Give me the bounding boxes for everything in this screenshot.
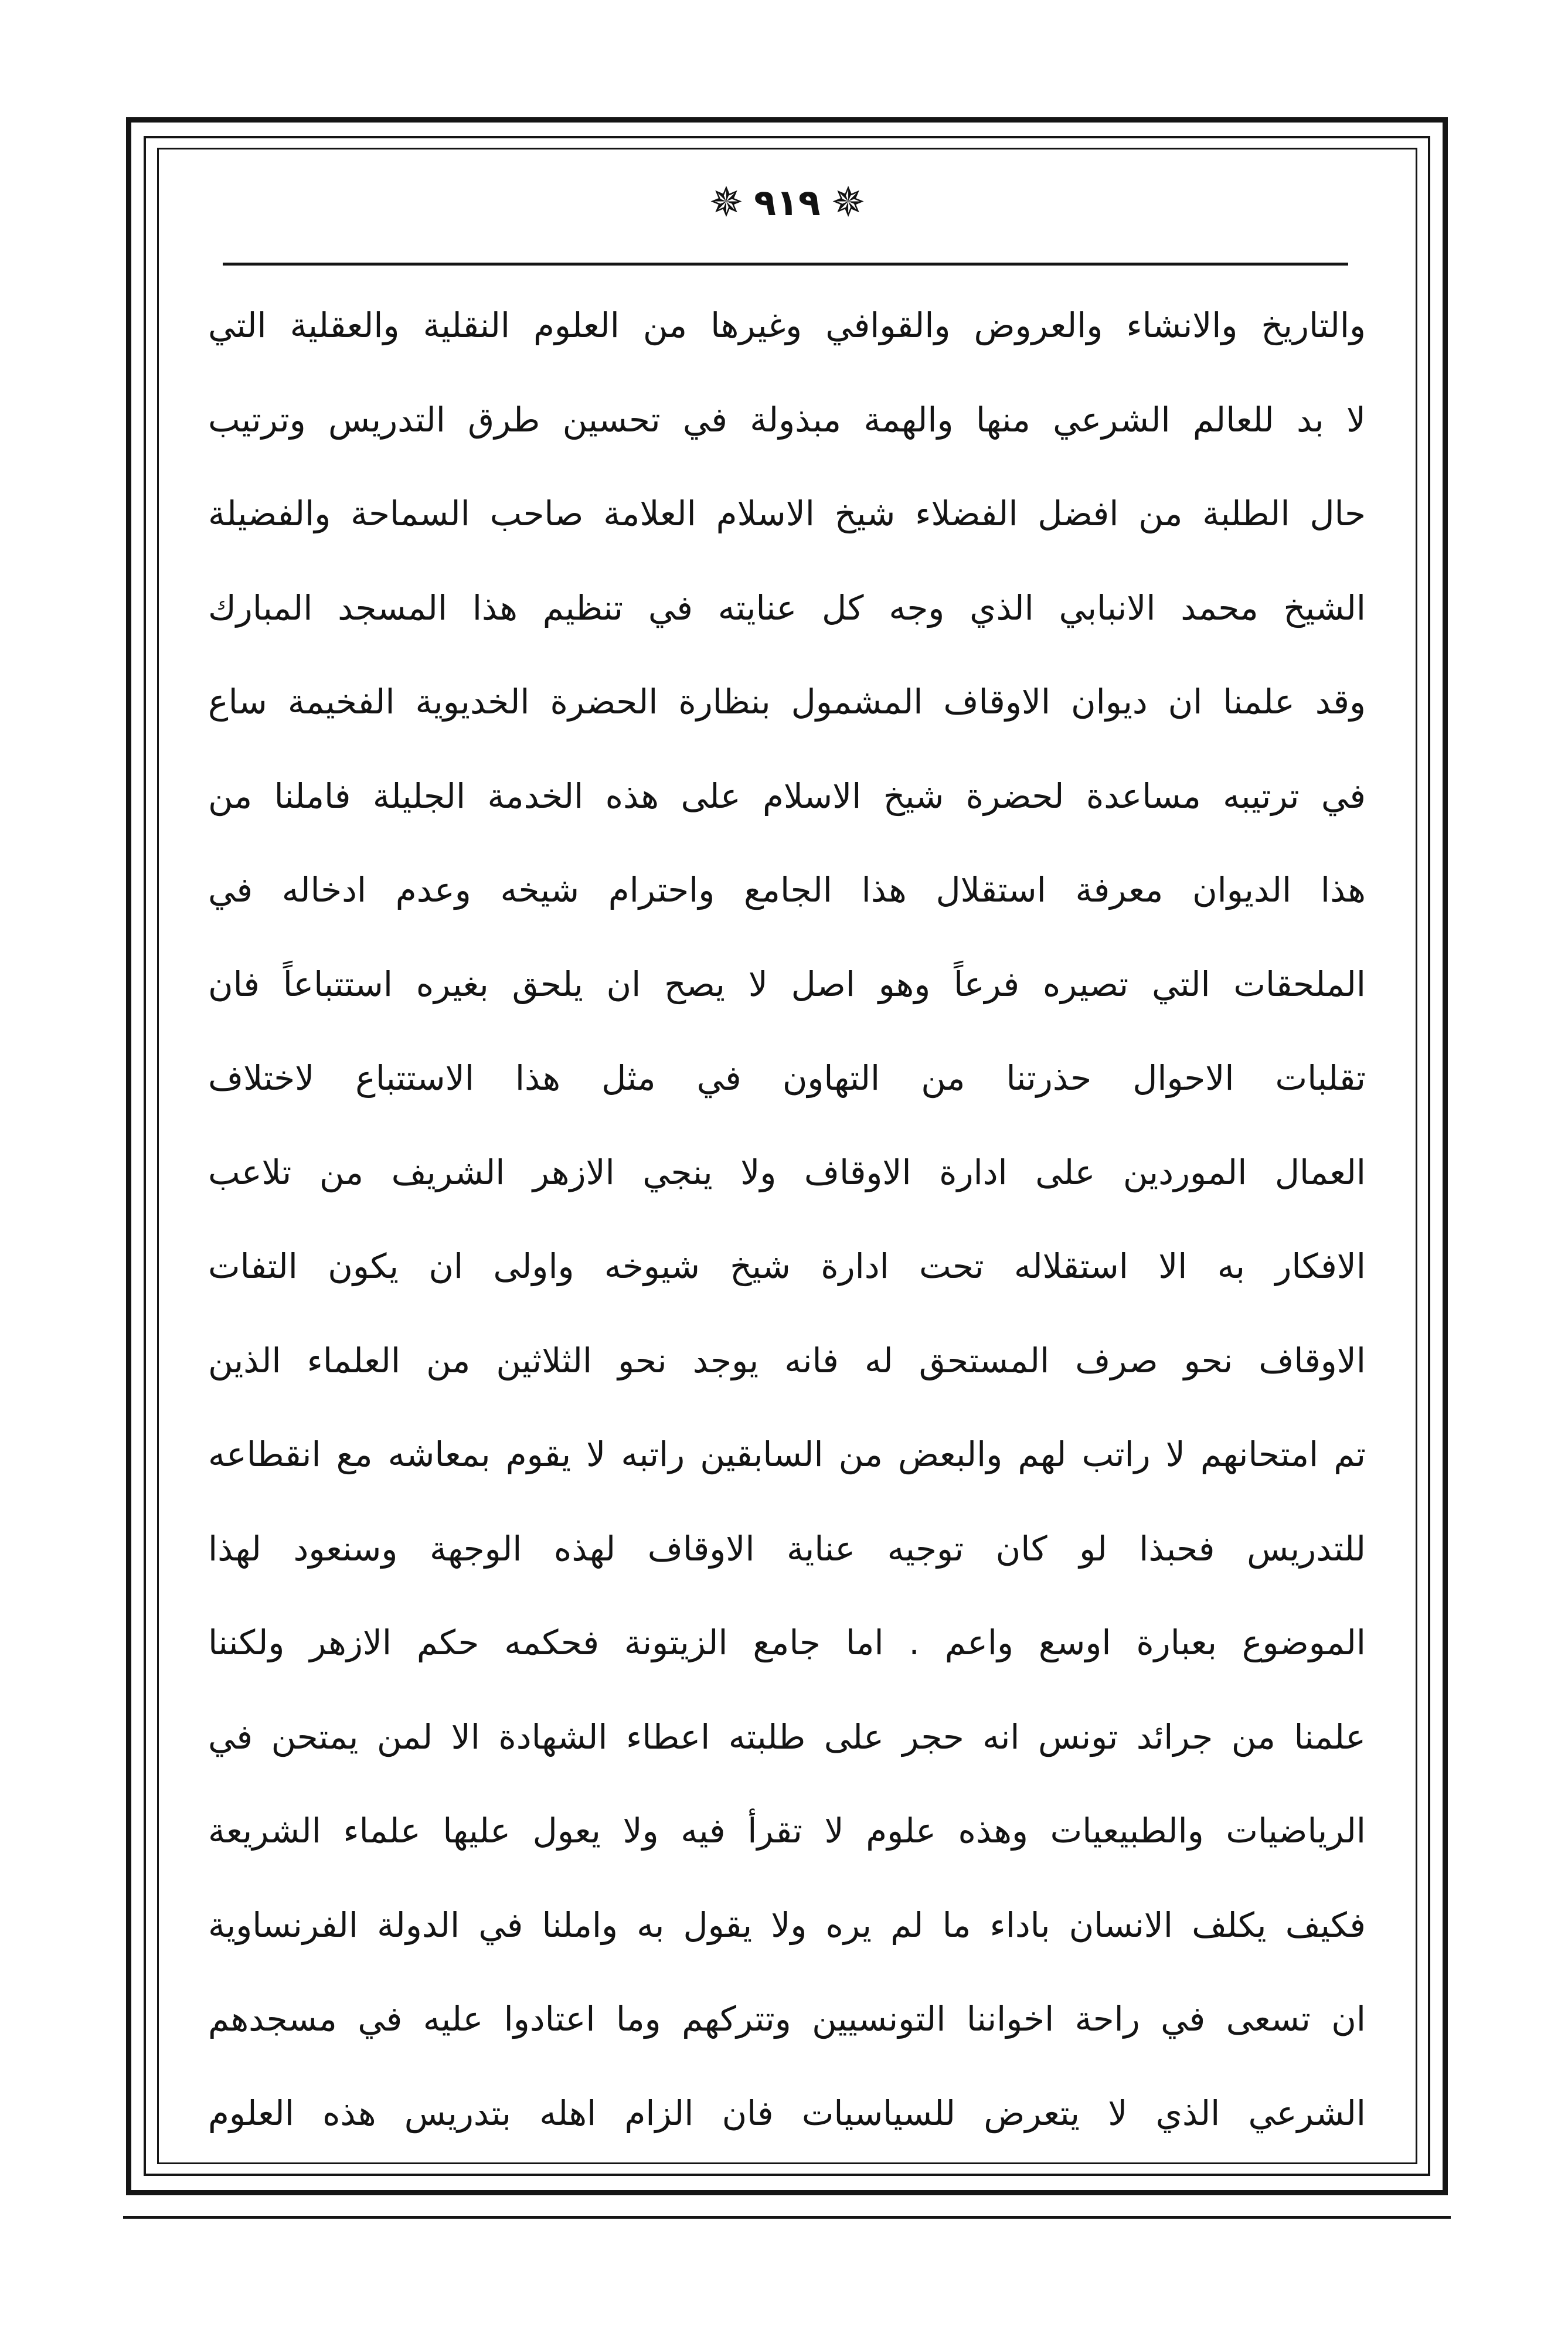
text-line: للتدريس فحبذا لو كان توجيه عناية الاوقاف لهذه الوجهة وسنعود لهذا: [208, 1528, 1366, 1569]
text-line: والتاريخ والانشاء والعروض والقوافي وغيرها من العلوم النقلية والعقلية التي: [208, 305, 1366, 345]
page-number-group: [709, 178, 866, 226]
star-ornament-icon: ✵: [831, 178, 866, 226]
text-line: فكيف يكلف الانسان باداء ما لم يره ولا يقول به واملنا في الدولة الفرنساوية: [208, 1905, 1366, 1945]
page-number: ٩١٩: [754, 181, 821, 224]
text-line: تقلبات الاحوال حذرتنا من التهاون في مثل هذا الاستتباع لاختلاف: [208, 1058, 1366, 1099]
text-line: الملحقات التي تصيره فرعاً وهو اصل لا يصح ان يلحق بغيره استتباعاً فان: [208, 964, 1366, 1004]
star-ornament-icon: ✵: [709, 178, 744, 226]
text-line: الشرعي الذي لا يتعرض للسياسيات فان الزام اهله بتدريس هذه العلوم: [208, 2093, 1366, 2133]
text-line: الشيخ محمد الانبابي الذي وجه كل عنايته في تنظيم هذا المسجد المبارك: [208, 587, 1366, 628]
text-line: في ترتيبه مساعدة لحضرة شيخ الاسلام على هذه الخدمة الجليلة فاملنا من: [208, 776, 1366, 816]
article-text: [208, 290, 1366, 2148]
bottom-rule: [123, 2216, 1451, 2219]
text-line: هذا الديوان معرفة استقلال هذا الجامع واحترام شيخه وعدم ادخاله في: [208, 870, 1366, 910]
text-line: لا بد للعالم الشرعي منها والهمة مبذولة في تحسين طرق التدريس وترتيب: [208, 399, 1366, 440]
text-line: الافكار به الا استقلاله تحت ادارة شيخ شيوخه واولى ان يكون التفات: [208, 1246, 1366, 1287]
header-rule: [223, 263, 1348, 266]
text-line: حال الطلبة من افضل الفضلاء شيخ الاسلام العلامة صاحب السماحة والفضيلة: [208, 494, 1366, 534]
text-line: علمنا من جرائد تونس انه حجر على طلبته اعطاء الشهادة الا لمن يمتحن في: [208, 1716, 1366, 1757]
page-header: [157, 170, 1417, 234]
text-line: الرياضيات والطبيعيات وهذه علوم لا تقرأ فيه ولا يعول عليها علماء الشريعة: [208, 1811, 1366, 1851]
text-line: تم امتحانهم لا راتب لهم والبعض من السابقين راتبه لا يقوم بمعاشه مع انقطاعه: [208, 1434, 1366, 1475]
text-line: ان تسعى في راحة اخواننا التونسيين وتتركهم وما اعتادوا عليه في مسجدهم: [208, 1999, 1366, 2039]
text-line: العمال الموردين على ادارة الاوقاف ولا ينجي الازهر الشريف من تلاعب: [208, 1152, 1366, 1192]
text-line: الاوقاف نحو صرف المستحق له فانه يوجد نحو الثلاثين من العلماء الذين: [208, 1340, 1366, 1380]
text-line: وقد علمنا ان ديوان الاوقاف المشمول بنظارة الحضرة الخديوية الفخيمة ساع: [208, 682, 1366, 722]
text-line: الموضوع بعبارة اوسع واعم . اما جامع الزيتونة فحكمه حكم الازهر ولكننا: [208, 1623, 1366, 1663]
